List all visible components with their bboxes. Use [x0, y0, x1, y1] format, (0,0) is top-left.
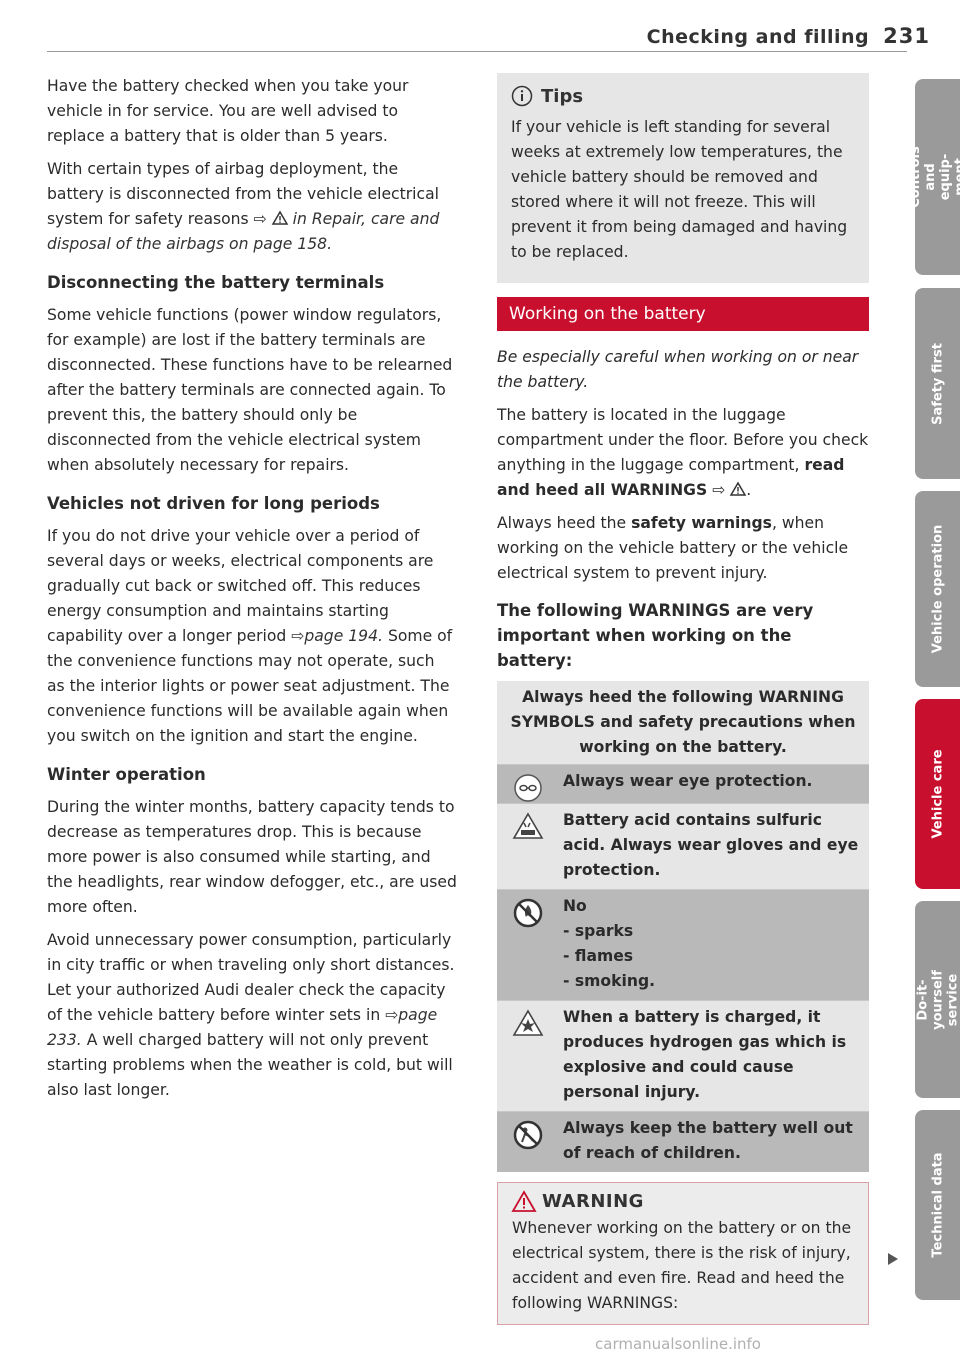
no-fire-icon: [513, 898, 543, 928]
tab-technical-data[interactable]: Technical data: [915, 1110, 960, 1300]
eye-protection-icon: [513, 773, 543, 803]
paragraph-airbag: With certain types of airbag deployment, the battery is disconnected from the vehicle electrical system for safety reasons ⇨ in Repair, care and disposal of the airbags on page 158.: [47, 160, 440, 253]
table-row: [497, 889, 869, 1000]
paragraph: If you do not drive your vehicle over a period of several days or weeks, electrical components are gradually cut back or switched off. This reduces energy consumption and maintains starting capability over a longer period ⇨page 194. Some of the convenience functions may not operate, such as the interior lights or power seat adjustment. The convenience functions will be available again when you switch on the ignition and start the engine.: [47, 527, 453, 745]
page-reference-link[interactable]: ⇨page 233.: [47, 1006, 438, 1049]
page-reference-link[interactable]: ⇨page 194.: [291, 627, 383, 645]
cross-reference-link[interactable]: in Repair, care and disposal of the airbags on page 158.: [47, 210, 440, 253]
acid-hazard-icon: [512, 812, 544, 840]
row-text: Battery acid contains sulfuric acid. Always wear gloves and eye protection.: [563, 811, 859, 879]
tips-text: If your vehicle is left standing for several weeks at extremely low temperatures, the vehicle battery should be removed and stored where it will not freeze. This will prevent it from being damaged and having to be replaced.: [511, 118, 848, 261]
warning-header: [498, 1183, 868, 1216]
table-row: [497, 1000, 869, 1111]
table-header: Always heed the following WARNING SYMBOLS and safety precautions when working on the battery.: [510, 688, 856, 756]
table-row: [497, 803, 869, 889]
warning-triangle-icon: [512, 1191, 536, 1212]
left-column: [47, 74, 457, 1111]
paragraph: Some vehicle functions (power window regulators, for example) are lost if the battery terminals are disconnected. These functions have to be relearned after the battery terminals are connected again. To prevent this, the battery should only be disconnected from the vehicle electrical system when absolutely necessary for repairs.: [47, 306, 453, 474]
warning-box: [497, 1182, 869, 1325]
page-header: [647, 24, 930, 48]
arrow-icon: ⇨: [712, 481, 726, 499]
tips-label: Tips: [541, 85, 584, 107]
tips-header: [511, 85, 855, 107]
table-row: [497, 1111, 869, 1172]
intro-text: Be especially careful when working on or near the battery.: [497, 348, 859, 391]
paragraph-location: The battery is located in the luggage compartment under the floor. Before you check anything in the luggage compartment, read and heed all WARNINGS ⇨ .: [497, 406, 869, 499]
row-text: Always wear eye protection.: [563, 772, 813, 790]
row-text: When a battery is charged, it produces hydrogen gas which is explosive and could cause personal injury.: [563, 1008, 847, 1101]
tab-vehicle-operation[interactable]: Vehicle operation: [915, 491, 960, 687]
header-rule: [47, 51, 907, 52]
explosive-icon: [512, 1009, 544, 1037]
table-row: [497, 764, 869, 803]
tips-box: [497, 73, 869, 283]
heading-winter: Winter operation: [47, 765, 206, 784]
page-number: 231: [883, 24, 930, 48]
warning-triangle-icon: [272, 211, 288, 225]
keep-children-away-icon: [513, 1120, 543, 1150]
info-icon: [511, 85, 533, 107]
paragraph: Avoid unnecessary power consumption, particularly in city traffic or when traveling only short distances. Let your authorized Audi dealer check the capacity of the vehicle battery before winter sets in ⇨page 233. A well charged battery will not only prevent starting problems when the weather is cold, but will also last longer.: [47, 931, 455, 1099]
paragraph: During the winter months, battery capacity tends to decrease as temperatures drop. This is because more power is also consumed while starting, and the headlights, rear window defogger, etc., are used more often.: [47, 798, 457, 916]
section-title-bar: Working on the battery: [497, 297, 869, 331]
heading-not-driven: Vehicles not driven for long periods: [47, 494, 380, 513]
row-text: No - sparks - flames - smoking.: [563, 897, 656, 990]
warning-symbols-table: [497, 681, 869, 1172]
chapter-title: Checking and filling: [646, 26, 870, 48]
warning-label: WARNING: [542, 1191, 644, 1212]
arrow-icon: ⇨: [253, 210, 267, 228]
paragraph: Have the battery checked when you take your vehicle in for service. You are well advised to replace a battery that is older than 5 years.: [47, 77, 409, 145]
warning-triangle-icon: [730, 482, 746, 496]
watermark-text: carmanualsonline.info: [595, 1335, 761, 1353]
tab-safety-first[interactable]: Safety first: [915, 288, 960, 479]
tab-controls-and-equipment[interactable]: Controls and equip- ment: [915, 79, 960, 275]
heading-following-warnings: The following WARNINGS are very important when working on the battery:: [497, 601, 814, 670]
heading-disconnecting: Disconnecting the battery terminals: [47, 273, 385, 292]
tab-vehicle-care[interactable]: Vehicle care: [915, 699, 960, 889]
row-text: Always keep the battery well out of reach of children.: [563, 1119, 853, 1162]
continue-arrow-icon: [887, 1252, 899, 1266]
paragraph-safety: Always heed the safety warnings, when working on the vehicle battery or the vehicle electrical system to prevent injury.: [497, 514, 849, 582]
tab-do-it-yourself-service[interactable]: Do-it-yourself service: [915, 901, 960, 1098]
warning-text: Whenever working on the battery or on the electrical system, there is the risk of injury, accident and even fire. Read and heed the following WARNINGS:: [512, 1219, 852, 1312]
right-column: [497, 73, 869, 1325]
